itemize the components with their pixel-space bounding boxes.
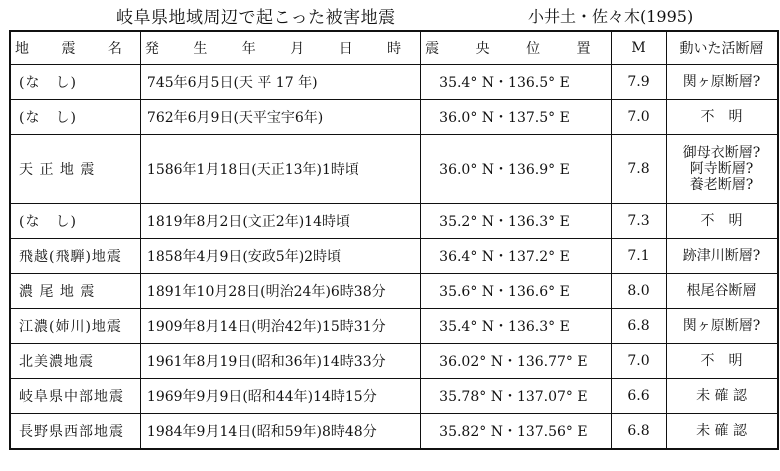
fault-cell [666, 309, 778, 344]
fault-name: 御母衣断層? [682, 145, 761, 161]
occurrence-date-cell: 1909年8月14日(明治42年)15時31分 [140, 309, 420, 344]
header-date: 発 生 年 月 日 時 [140, 31, 420, 65]
table-row [10, 239, 778, 274]
fault-cell [666, 100, 778, 135]
occurrence-date-cell: 762年6月9日(天平宝宇6年) [140, 100, 420, 135]
occurrence-date-cell: 1819年8月2日(文正2年)14時頃 [140, 204, 420, 239]
epicenter-cell: 36.0° N・136.9° E [421, 135, 611, 204]
epicenter-cell: 35.4° N・136.3° E [421, 309, 611, 344]
table-header-row [10, 31, 778, 65]
magnitude-cell: 7.9 [611, 65, 666, 100]
occurrence-date-cell: 1969年9月9日(昭和44年)14時15分 [140, 379, 420, 414]
fault-name: 跡津川断層? [682, 248, 761, 264]
earthquake-name-cell: 天 正 地 震 [10, 135, 140, 204]
epicenter-cell: 36.02° N・136.77° E [421, 344, 611, 379]
fault-cell [666, 379, 778, 414]
fault-cell [666, 239, 778, 274]
fault-cell [666, 414, 778, 450]
epicenter-cell: 35.78° N・137.07° E [421, 379, 611, 414]
fault-name: 不 明 [700, 213, 743, 229]
table-row [10, 379, 778, 414]
magnitude-cell: 7.8 [611, 135, 666, 204]
epicenter-cell: 36.0° N・137.5° E [421, 100, 611, 135]
fault-name: 関ヶ原断層? [682, 318, 761, 334]
earthquake-name-cell: 飛越(飛騨)地震 [10, 239, 140, 274]
fault-name: 関ヶ原断層? [682, 74, 761, 90]
epicenter-cell: 36.4° N・137.2° E [421, 239, 611, 274]
earthquake-name-cell: (な し) [10, 204, 140, 239]
magnitude-cell: 7.3 [611, 204, 666, 239]
magnitude-cell: 6.8 [611, 309, 666, 344]
magnitude-cell: 6.8 [611, 414, 666, 450]
fault-name: 阿寺断層? [689, 161, 754, 177]
table-row [10, 65, 778, 100]
occurrence-date-cell: 1891年10月28日(明治24年)6時38分 [140, 274, 420, 309]
author-citation: 小井土・佐々木(1995) [528, 7, 694, 26]
header-fault: 動いた活断層 [666, 31, 778, 65]
table-row [10, 135, 778, 204]
table-row [10, 274, 778, 309]
epicenter-cell: 35.2° N・136.3° E [421, 204, 611, 239]
magnitude-cell: 7.0 [611, 100, 666, 135]
earthquake-name-cell: (な し) [10, 100, 140, 135]
occurrence-date-cell: 1961年8月19日(昭和36年)14時33分 [140, 344, 420, 379]
table-row [10, 309, 778, 344]
fault-cell [666, 274, 778, 309]
header-name: 地 震 名 [10, 31, 140, 65]
fault-name: 不 明 [700, 353, 743, 369]
fault-name: 養老断層? [689, 177, 754, 193]
magnitude-cell: 7.0 [611, 344, 666, 379]
earthquake-name-cell: 岐阜県中部地震 [10, 379, 140, 414]
header-magnitude: M [611, 31, 666, 65]
earthquake-name-cell: (な し) [10, 65, 140, 100]
fault-name: 根尾谷断層 [686, 283, 757, 299]
earthquake-name-cell: 北美濃地震 [10, 344, 140, 379]
epicenter-cell: 35.4° N・136.5° E [421, 65, 611, 100]
document-title: 岐阜県地域周辺で起こった被害地震 [116, 8, 396, 28]
earthquake-name-cell: 長野県西部地震 [10, 414, 140, 450]
table-row [10, 414, 778, 450]
fault-cell [666, 204, 778, 239]
fault-cell [666, 65, 778, 100]
occurrence-date-cell: 1586年1月18日(天正13年)1時頃 [140, 135, 420, 204]
earthquake-name-cell: 江濃(姉川)地震 [10, 309, 140, 344]
earthquake-name-cell: 濃 尾 地 震 [10, 274, 140, 309]
table-row [10, 344, 778, 379]
magnitude-cell: 6.6 [611, 379, 666, 414]
occurrence-date-cell: 745年6月5日(天 平 17 年) [140, 65, 420, 100]
epicenter-cell: 35.6° N・136.6° E [421, 274, 611, 309]
fault-name: 未 確 認 [696, 388, 747, 404]
fault-name: 不 明 [700, 109, 743, 125]
fault-cell [666, 344, 778, 379]
header-epicenter: 震 央 位 置 [421, 31, 611, 65]
fault-cell [666, 135, 778, 204]
magnitude-cell: 8.0 [611, 274, 666, 309]
occurrence-date-cell: 1858年4月9日(安政5年)2時頃 [140, 239, 420, 274]
table-row [10, 100, 778, 135]
magnitude-cell: 7.1 [611, 239, 666, 274]
fault-name: 未 確 認 [696, 423, 747, 439]
table-body [10, 65, 778, 450]
occurrence-date-cell: 1984年9月14日(昭和59年)8時48分 [140, 414, 420, 450]
epicenter-cell: 35.82° N・137.56° E [421, 414, 611, 450]
table-row [10, 204, 778, 239]
earthquake-table [9, 30, 779, 450]
